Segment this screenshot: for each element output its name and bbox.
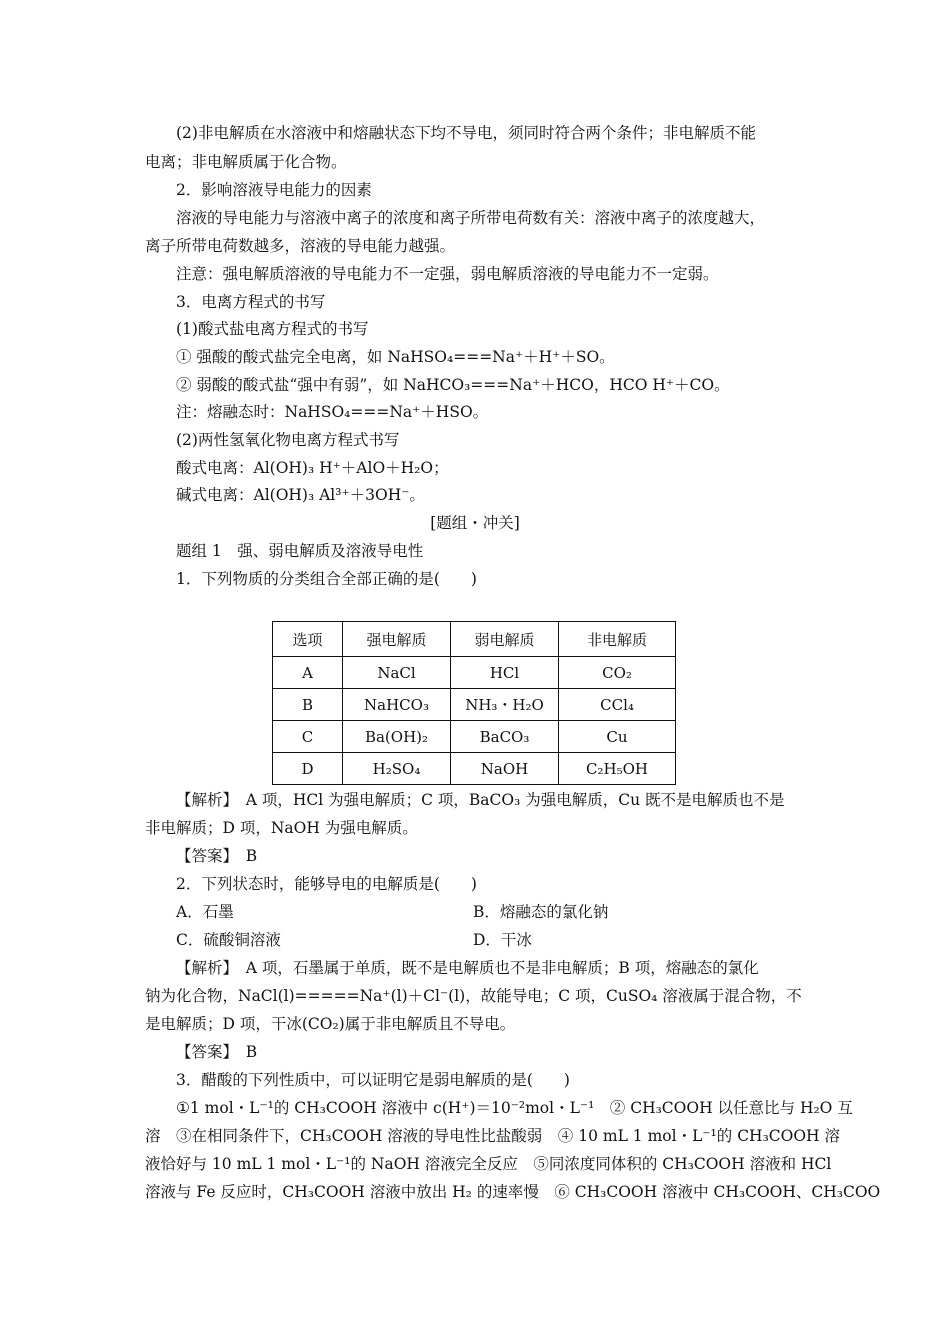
table-cell: NH₃・H₂O [451,689,559,721]
table-row [273,689,676,721]
analysis-line: 【解析】 A 项，HCl 为强电解质；C 项，BaCO₃ 为强电解质，Cu 既不是电解质也不是 [176,791,785,809]
analysis-line: 非电解质；D 项，NaOH 为强电解质。 [145,819,418,837]
analysis-line: 钠为化合物，NaCl(l)=====Na⁺(l)＋Cl⁻(l)，故能导电；C 项，CuSO₄ 溶液属于混合物，不 [145,987,802,1005]
analysis-line: 【解析】 A 项，石墨属于单质，既不是电解质也不是非电解质；B 项，熔融态的氯化 [176,959,759,977]
table-cell: BaCO₃ [451,721,559,753]
equation-line: ① 强酸的酸式盐完全电离，如 NaHSO₄===Na⁺＋H⁺＋SO。 [176,348,615,366]
equation-line: 酸式电离：Al(OH)₃ H⁺＋AlO＋H₂O； [176,459,449,477]
equation-line: 碱式电离：Al(OH)₃ Al³⁺＋3OH⁻。 [176,486,425,504]
group-title: [题组・冲关] [430,514,520,532]
group-heading: 题组 1 强、弱电解质及溶液导电性 [176,542,424,560]
table-cell: B [273,689,343,721]
section-heading: 2．影响溶液导电能力的因素 [176,181,372,199]
classification-table [272,621,676,785]
table-row [273,657,676,689]
question-1: 1．下列物质的分类组合全部正确的是( ) [176,570,477,588]
table-cell: C₂H₅OH [559,753,676,785]
statement-line: 溶液与 Fe 反应时，CH₃COOH 溶液中放出 H₂ 的速率慢 ⑥ CH₃COOH 溶液中 CH₃COOH、CH₃COO [145,1183,881,1201]
table-cell: NaCl [343,657,451,689]
statement-line: 溶 ③在相同条件下，CH₃COOH 溶液的导电性比盐酸弱 ④ 10 mL 1 mol・L⁻¹的 CH₃COOH 溶 [145,1127,841,1145]
note-line: 注意：强电解质溶液的导电能力不一定强，弱电解质溶液的导电能力不一定弱。 [176,265,719,283]
option-b: B．熔融态的氯化钠 [473,903,609,921]
table-cell: NaHCO₃ [343,689,451,721]
equation-line: 注：熔融态时：NaHSO₄===Na⁺＋HSO。 [176,403,489,421]
table-header-row [273,622,676,657]
section-heading: 3．电离方程式的书写 [176,293,326,311]
paragraph-line: (2)非电解质在水溶液中和熔融状态下均不导电，须同时符合两个条件；非电解质不能 [176,124,756,142]
question-2: 2．下列状态时，能够导电的电解质是( ) [176,875,477,893]
table-row [273,753,676,785]
table-cell: H₂SO₄ [343,753,451,785]
option-d: D．干冰 [473,931,532,949]
option-c: C．硫酸铜溶液 [176,931,281,949]
table-cell: A [273,657,343,689]
option-a: A．石墨 [176,903,234,921]
paragraph-line: 离子所带电荷数越多，溶液的导电能力越强。 [145,237,456,255]
table-cell: CO₂ [559,657,676,689]
statement-line: ①1 mol・L⁻¹的 CH₃COOH 溶液中 c(H⁺)＝10⁻²mol・L⁻¹ ② CH₃COOH 以任意比与 H₂O 互 [176,1099,853,1117]
table-cell: CCl₄ [559,689,676,721]
table-header-cell: 强电解质 [343,622,451,657]
table-header-cell: 选项 [273,622,343,657]
subsection-heading: (2)两性氢氧化物电离方程式书写 [176,431,400,449]
analysis-line: 是电解质；D 项，干冰(CO₂)属于非电解质且不导电。 [145,1015,516,1033]
paragraph-line: 电离；非电解质属于化合物。 [145,153,347,171]
table-cell: HCl [451,657,559,689]
table-row [273,721,676,753]
equation-line: ② 弱酸的酸式盐“强中有弱”，如 NaHCO₃===Na⁺＋HCO，HCO H⁺＋CO。 [176,376,730,394]
subsection-heading: (1)酸式盐电离方程式的书写 [176,320,369,338]
table-cell: Ba(OH)₂ [343,721,451,753]
table-cell: Cu [559,721,676,753]
answer-line: 【答案】 B [176,1043,258,1061]
answer-line: 【答案】 B [176,847,258,865]
table-header-cell: 弱电解质 [451,622,559,657]
paragraph-line: 溶液的导电能力与溶液中离子的浓度和离子所带电荷数有关：溶液中离子的浓度越大， [176,209,766,227]
table-cell: D [273,753,343,785]
question-3: 3．醋酸的下列性质中，可以证明它是弱电解质的是( ) [176,1071,570,1089]
statement-line: 液恰好与 10 mL 1 mol・L⁻¹的 NaOH 溶液完全反应 ⑤同浓度同体积的 CH₃COOH 溶液和 HCl [145,1155,832,1173]
table-cell: NaOH [451,753,559,785]
table-cell: C [273,721,343,753]
table-header-cell: 非电解质 [559,622,676,657]
